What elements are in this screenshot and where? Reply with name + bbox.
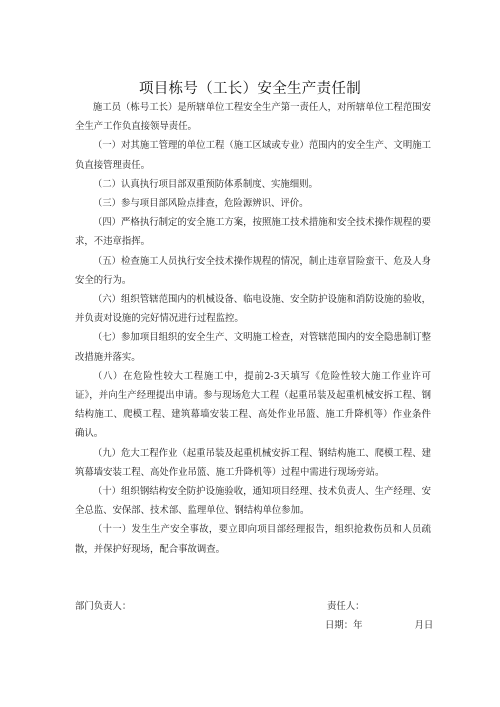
paragraph-item-6: （六）组织管辖范围内的机械设备、临电设施、安全防护设施和消防设施的验收，并负责对设施的完好情况进行过程监控。 (75, 294, 431, 325)
responsible-person-label: 责任人： (327, 601, 365, 612)
paragraph-intro: 施工员（栋号工长）是所辖单位工程安全生产第一责任人，对所辖单位工程范围安全生产工作负直接领导责任。 (75, 102, 431, 133)
paragraph-item-8: （八）在危险性较大工程施工中，提前2-3天填写《危险性较大施工作业许可证》，并向生产经理提出申请。参与现场危大工程（起重吊装及起重机械安拆工程、钢结构施工、爬模工程、建筑幕墙安装工程、高处作业吊篮、施工升降机等）作业条件确认。 (75, 370, 431, 440)
paragraph-item-10: （十）组织钢结构安全防护设施验收，通知项目经理、技术负责人、生产经理、安全总监、安保部、技术部、监理单位、钢结构单位参加。 (75, 486, 431, 517)
document-title: 项目栋号（工长）安全生产责任制 (139, 81, 361, 97)
dept-head-label: 部门负责人： (75, 601, 132, 612)
paragraph-item-5: （五）检查施工人员执行安全技术操作规程的情况，制止违章冒险蛮干、危及人身安全的行为。 (75, 255, 431, 286)
date-month-day-label: 月日 (414, 620, 434, 631)
paragraph-item-9: （九）危大工程作业（起重吊装及起重机械安拆工程、钢结构施工、爬模工程、建筑幕墙安装工程、高处作业吊篮、施工升降机等）过程中需进行现场旁站。 (75, 447, 431, 478)
date-year-label: 日期：年 (325, 620, 363, 631)
paragraph-item-11: （十一）发生生产安全事故，要立即向项目部经理报告，组织抢救伤员和人员疏散，并保护好现场，配合事故调查。 (75, 524, 431, 555)
document-body (75, 98, 431, 559)
paragraph-item-4: （四）严格执行制定的安全施工方案，按照施工技术措施和安全技术操作规程的要求，不违章指挥。 (75, 217, 431, 248)
signature-row (75, 598, 435, 618)
paragraph-item-3: （三）参与项目部风险点排查，危险源辨识、评价。 (92, 198, 309, 210)
paragraph-item-7: （七）参加项目组织的安全生产、文明施工检查，对管辖范围内的安全隐患制订整改措施并落实。 (75, 332, 431, 363)
paragraph-item-2: （二）认真执行项目部双重预防体系制度、实施细则。 (92, 178, 318, 190)
date-row (325, 617, 435, 631)
paragraph-item-1: （一）对其施工管理的单位工程（施工区域或专业）范围内的安全生产、文明施工负直接管理责任。 (75, 140, 431, 171)
